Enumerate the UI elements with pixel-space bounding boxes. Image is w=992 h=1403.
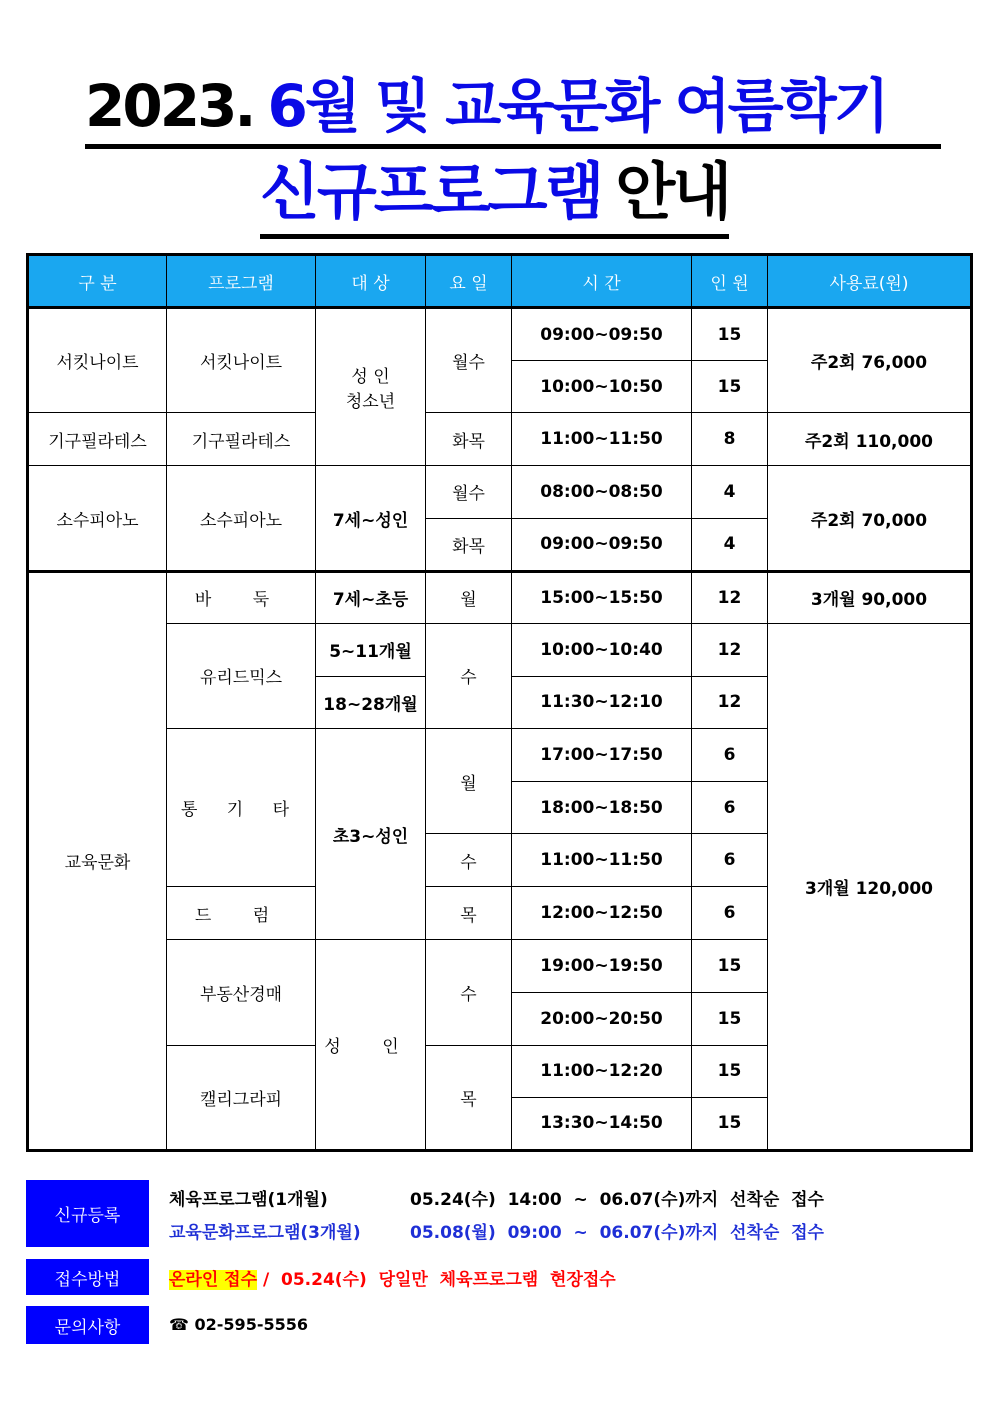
method-text bbox=[169, 1265, 616, 1290]
cell-count: 6 bbox=[692, 887, 768, 940]
cell-program: 기구필라테스 bbox=[167, 413, 316, 466]
cell-time: 17:00~17:50 bbox=[512, 728, 692, 781]
cell-program: 부동산경매 bbox=[167, 940, 316, 1045]
cell-time: 09:00~09:50 bbox=[512, 518, 692, 571]
cell-day: 목 bbox=[426, 887, 512, 940]
cell-time: 08:00~08:50 bbox=[512, 466, 692, 518]
header-program: 프로그램 bbox=[167, 255, 316, 308]
culture-period-text: 05.08(월) 09:00 ~ 06.07(수)까지 선착순 접수 bbox=[410, 1223, 824, 1243]
cell-target: 18~28개월 bbox=[316, 676, 426, 728]
cell-category: 서킷나이트 bbox=[28, 308, 167, 413]
cell-category: 교육문화 bbox=[28, 571, 167, 1150]
header-category: 구 분 bbox=[28, 255, 167, 308]
cell-target: 5~11개월 bbox=[316, 623, 426, 676]
contact-label: 문의사항 bbox=[26, 1306, 149, 1344]
cell-day: 수 bbox=[426, 834, 512, 887]
cell-time: 11:00~11:50 bbox=[512, 413, 692, 466]
table-row bbox=[28, 413, 972, 466]
cell-fee: 주2회 76,000 bbox=[768, 308, 972, 413]
table-header-row bbox=[28, 255, 972, 308]
cell-time: 18:00~18:50 bbox=[512, 782, 692, 834]
title-guide: 안내 bbox=[615, 155, 730, 228]
cell-count: 8 bbox=[692, 413, 768, 466]
table-row bbox=[28, 571, 972, 623]
cell-time: 12:00~12:50 bbox=[512, 887, 692, 940]
header-target: 대 상 bbox=[316, 255, 426, 308]
cell-time: 19:00~19:50 bbox=[512, 940, 692, 992]
cell-count: 6 bbox=[692, 782, 768, 834]
page-title-line2 bbox=[260, 152, 729, 239]
cell-program: 유리드믹스 bbox=[167, 623, 316, 728]
cell-category: 기구필라테스 bbox=[28, 413, 167, 466]
cell-category: 소수피아노 bbox=[28, 466, 167, 571]
cell-count: 12 bbox=[692, 623, 768, 676]
title-new-programs: 신규프로그램 bbox=[260, 155, 602, 228]
online-highlight: 온라인 접수 bbox=[169, 1270, 258, 1290]
cell-count: 15 bbox=[692, 308, 768, 361]
cell-program: 드 럼 bbox=[167, 887, 316, 940]
culture-program-text: 교육문화프로그램(3개월) bbox=[169, 1223, 361, 1243]
cell-fee: 3개월 120,000 bbox=[768, 623, 972, 1150]
table-row bbox=[28, 623, 972, 676]
header-time: 시 간 bbox=[512, 255, 692, 308]
cell-target: 성 인 bbox=[316, 940, 426, 1151]
cell-fee: 3개월 90,000 bbox=[768, 571, 972, 623]
title-line1-text: 6월 및 교육문화 여름학기 bbox=[267, 72, 887, 140]
cell-count: 12 bbox=[692, 571, 768, 623]
cell-target bbox=[316, 308, 426, 466]
phone-number: 02-595-5556 bbox=[194, 1315, 308, 1334]
table-row bbox=[28, 466, 972, 518]
cell-day: 월수 bbox=[426, 308, 512, 413]
cell-time: 10:00~10:40 bbox=[512, 623, 692, 676]
cell-target: 7세~초등 bbox=[316, 571, 426, 623]
schedule-table bbox=[26, 253, 973, 1152]
cell-day: 목 bbox=[426, 1045, 512, 1150]
cell-count: 6 bbox=[692, 834, 768, 887]
header-fee: 사용료(원) bbox=[768, 255, 972, 308]
cell-count: 15 bbox=[692, 940, 768, 992]
phone-icon: ☎ bbox=[169, 1315, 189, 1334]
title-year: 2023. bbox=[85, 72, 254, 140]
cell-time: 11:00~12:20 bbox=[512, 1045, 692, 1097]
cell-time: 10:00~10:50 bbox=[512, 361, 692, 413]
cell-program: 캘리그라피 bbox=[167, 1045, 316, 1150]
cell-day: 월수 bbox=[426, 466, 512, 518]
cell-day: 화목 bbox=[426, 518, 512, 571]
cell-count: 4 bbox=[692, 466, 768, 518]
cell-program: 서킷나이트 bbox=[167, 308, 316, 413]
method-label: 접수방법 bbox=[26, 1259, 149, 1295]
cell-time: 11:00~11:50 bbox=[512, 834, 692, 887]
page-title-line1 bbox=[85, 68, 941, 149]
cell-time: 20:00~20:50 bbox=[512, 992, 692, 1045]
cell-day: 수 bbox=[426, 623, 512, 728]
cell-fee: 주2회 70,000 bbox=[768, 466, 972, 571]
cell-program: 소수피아노 bbox=[167, 466, 316, 571]
cell-fee: 주2회 110,000 bbox=[768, 413, 972, 466]
cell-time: 13:30~14:50 bbox=[512, 1097, 692, 1150]
cell-day: 화목 bbox=[426, 413, 512, 466]
cell-count: 15 bbox=[692, 1097, 768, 1150]
cell-program: 통 기 타 bbox=[167, 728, 316, 886]
registration-label: 신규등록 bbox=[26, 1180, 149, 1247]
cell-program: 바 둑 bbox=[167, 571, 316, 623]
method-rest: / 05.24(수) 당일만 체육프로그램 현장접수 bbox=[257, 1270, 616, 1290]
cell-target: 초3~성인 bbox=[316, 728, 426, 939]
cell-count: 15 bbox=[692, 992, 768, 1045]
cell-time: 09:00~09:50 bbox=[512, 308, 692, 361]
cell-count: 15 bbox=[692, 1045, 768, 1097]
table-row bbox=[28, 308, 972, 361]
sports-period-text: 05.24(수) 14:00 ~ 06.07(수)까지 선착순 접수 bbox=[410, 1190, 824, 1210]
contact-text bbox=[169, 1315, 308, 1334]
cell-target: 7세~성인 bbox=[316, 466, 426, 571]
cell-count: 12 bbox=[692, 676, 768, 728]
cell-day: 수 bbox=[426, 940, 512, 1045]
cell-count: 4 bbox=[692, 518, 768, 571]
header-day: 요 일 bbox=[426, 255, 512, 308]
sports-program-text: 체육프로그램(1개월) bbox=[169, 1190, 328, 1210]
cell-time: 15:00~15:50 bbox=[512, 571, 692, 623]
cell-time: 11:30~12:10 bbox=[512, 676, 692, 728]
cell-count: 6 bbox=[692, 728, 768, 781]
target-text: 성 인 청소년 bbox=[345, 367, 396, 413]
cell-count: 15 bbox=[692, 361, 768, 413]
cell-day: 월 bbox=[426, 571, 512, 623]
cell-day: 월 bbox=[426, 728, 512, 833]
header-count: 인 원 bbox=[692, 255, 768, 308]
